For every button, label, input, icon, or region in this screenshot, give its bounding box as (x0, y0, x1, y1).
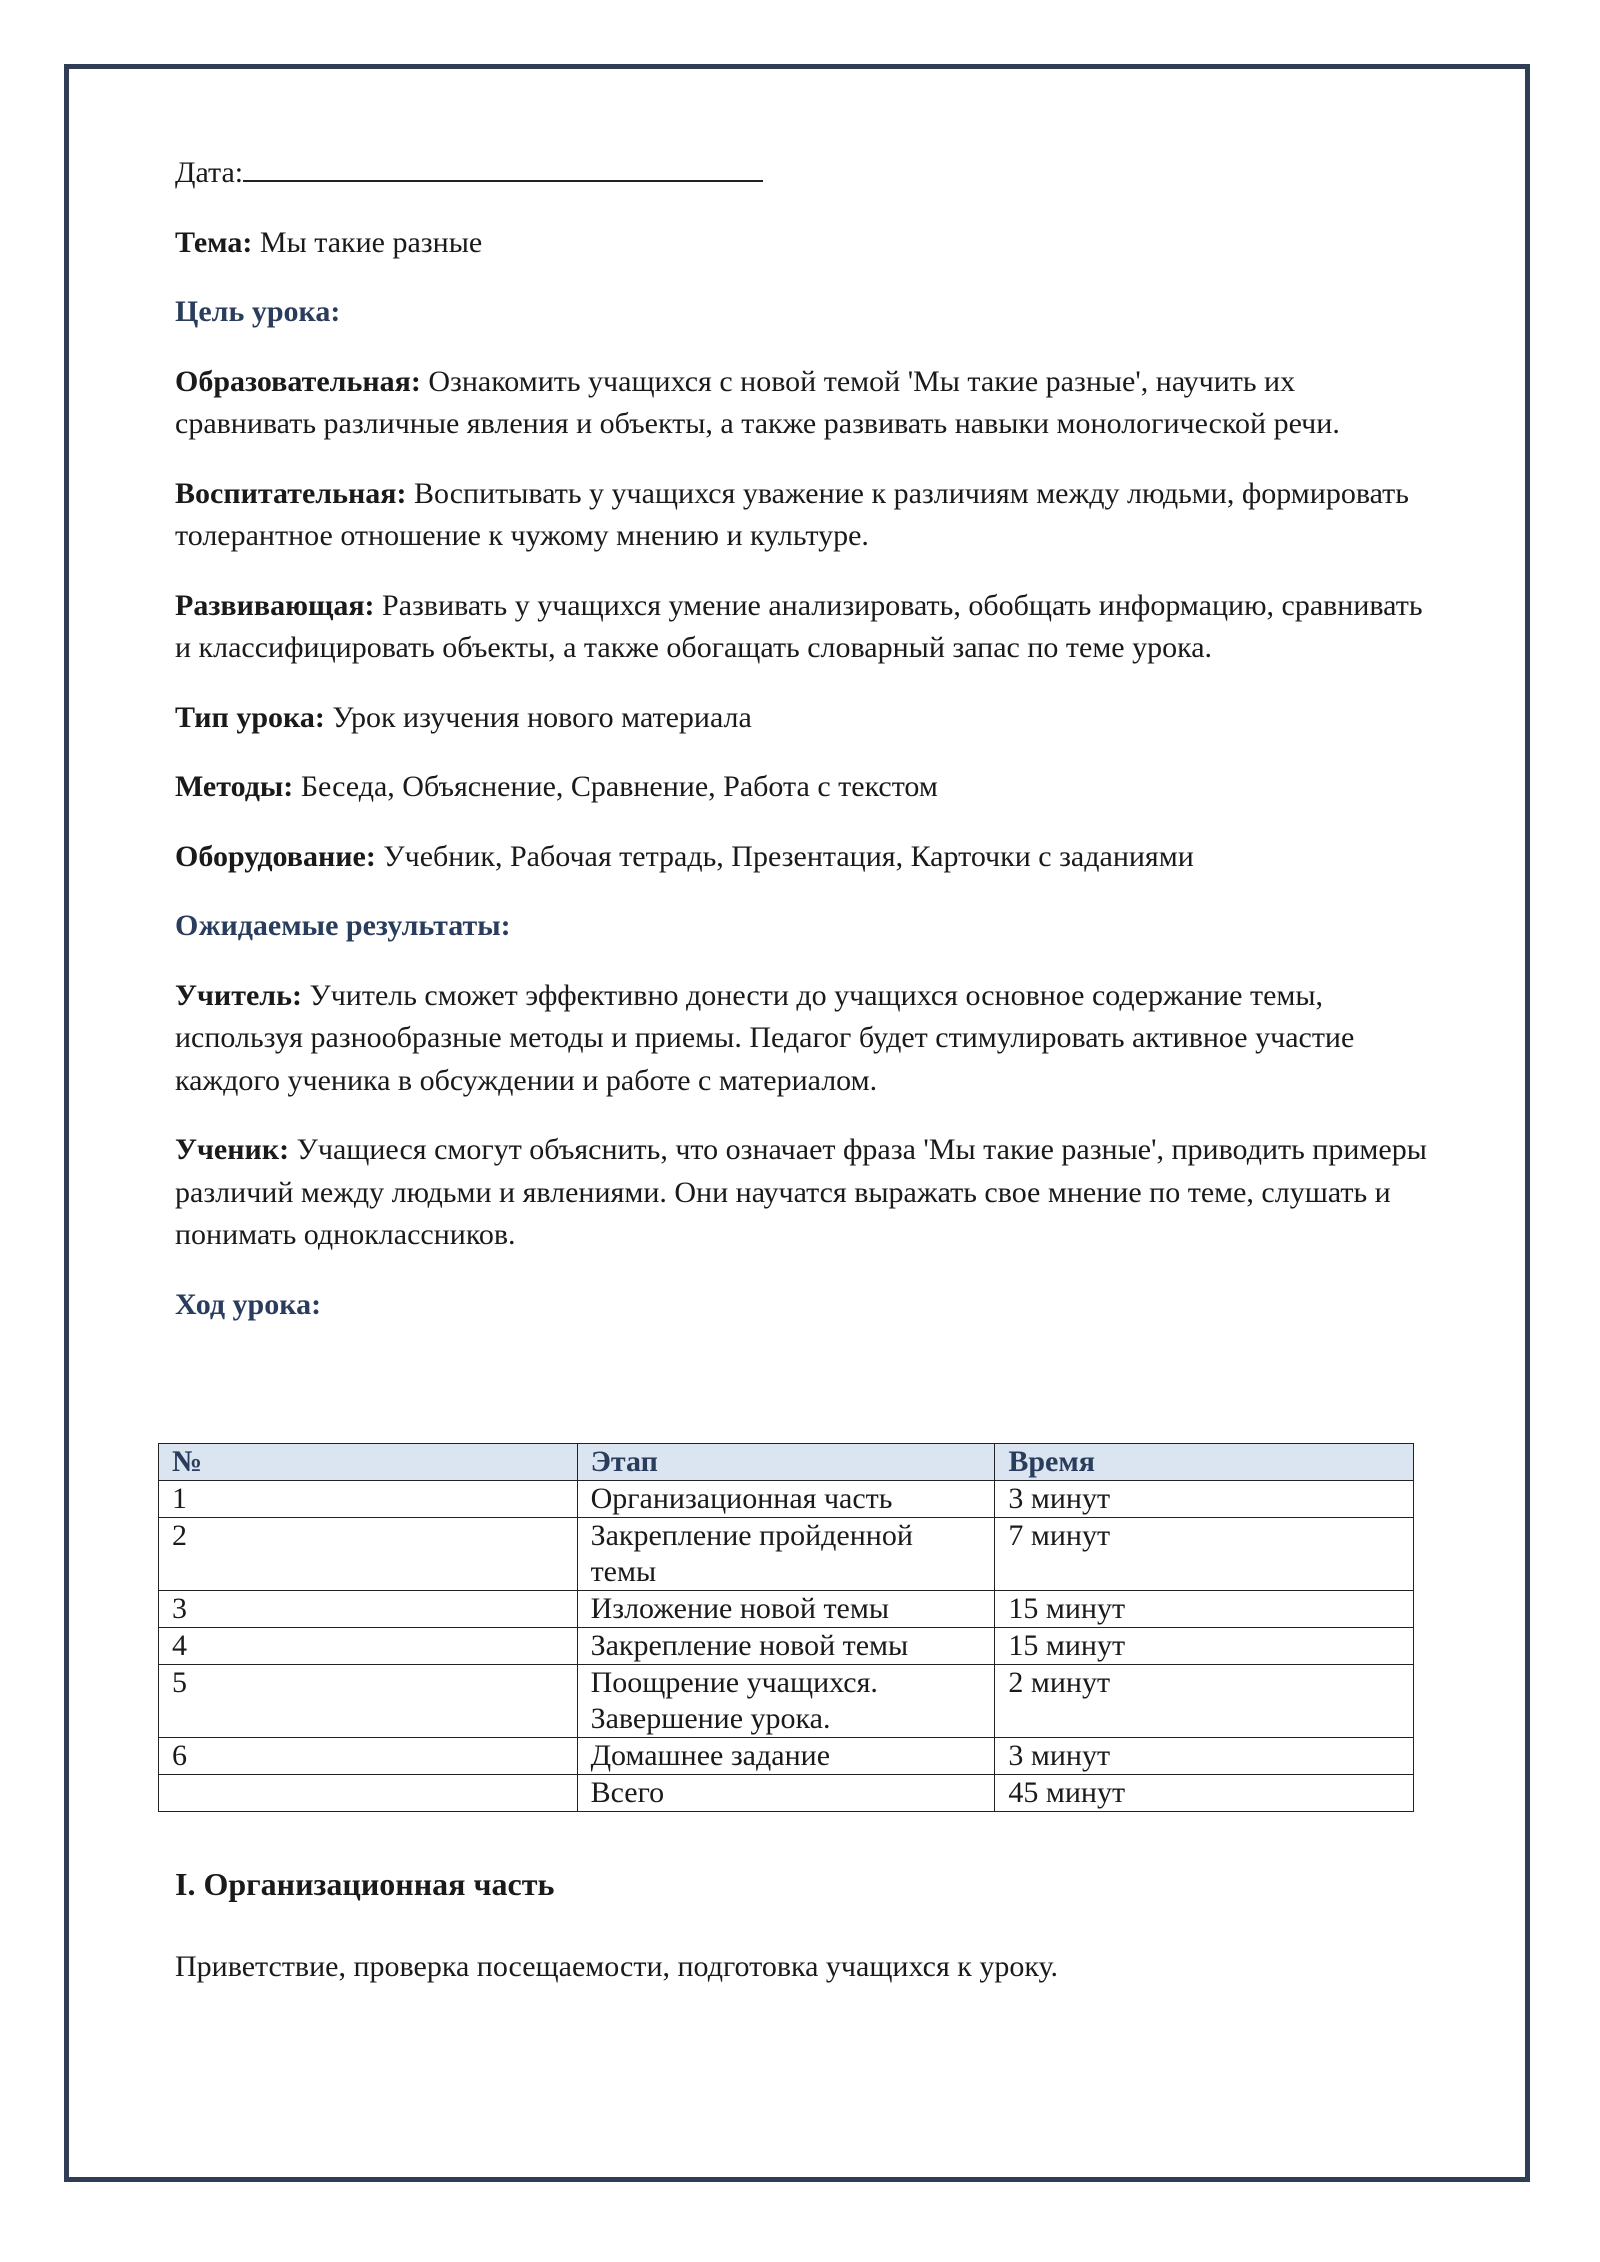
section-text: Приветствие, проверка посещаемости, подготовка учащихся к уроку. (175, 1950, 1058, 1983)
lesson-plan-table (158, 1443, 1414, 1812)
cell-time: 7 минут (995, 1518, 1414, 1591)
table-row (159, 1628, 1414, 1665)
result-text: Учащиеся смогут объяснить, что означает фраза 'Мы такие разные', приводить примеры различий между людьми и явлениями. Они научатся выражать свое мнение по теме, слушать и понимать одноклассников. (175, 1133, 1427, 1251)
topic (175, 222, 1435, 265)
cell-stage: Изложение новой темы (577, 1591, 995, 1628)
goal-text: Развивать у учащихся умение анализировать, обобщать информацию, сравнивать и классифицировать объекты, а также обогащать словарный запас по теме урока. (175, 588, 1423, 664)
goal-educational (175, 361, 1435, 446)
cell-time: 15 минут (995, 1591, 1414, 1628)
methods (175, 766, 1435, 809)
cell-stage: Поощрение учащихся. Завершение урока. (577, 1665, 995, 1738)
date-line (175, 150, 1435, 195)
topic-text: Мы такие разные (259, 225, 483, 259)
table-row (159, 1738, 1414, 1775)
cell-stage: Организационная часть (577, 1481, 995, 1518)
cell-number: 1 (159, 1481, 578, 1518)
lesson-type-text: Урок изучения нового материала (332, 700, 752, 734)
result-label: Учитель: (175, 978, 302, 1012)
results-heading: Ожидаемые результаты: (175, 909, 511, 942)
cell-stage: Домашнее задание (577, 1738, 995, 1775)
lesson-type (175, 697, 1435, 740)
header-stage: Этап (577, 1444, 995, 1481)
cell-time: 15 минут (995, 1628, 1414, 1665)
goal-upbringing (175, 473, 1435, 558)
section-organizational (175, 1862, 1435, 1989)
header-number: № (159, 1444, 578, 1481)
cell-number: 2 (159, 1518, 578, 1591)
section-title: I. Организационная часть (175, 1866, 555, 1902)
goal-label: Развивающая: (175, 588, 375, 622)
table-total-row (159, 1775, 1414, 1812)
lesson-type-label: Тип урока: (175, 700, 325, 734)
equipment-label: Оборудование: (175, 839, 376, 873)
goal-developmental (175, 585, 1435, 670)
result-text: Учитель сможет эффективно донести до учащихся основное содержание темы, используя разнообразные методы и приемы. Педагог будет стимулировать активное участие каждого ученика в обсуждении и работе с материалом. (175, 978, 1355, 1097)
cell-number: 5 (159, 1665, 578, 1738)
date-label: Дата: (175, 156, 244, 189)
table-row (159, 1665, 1414, 1738)
methods-label: Методы: (175, 770, 294, 803)
result-student (175, 1129, 1435, 1257)
topic-label: Тема: (175, 225, 253, 259)
header-time: Время (995, 1444, 1414, 1481)
cell-stage: Закрепление новой темы (577, 1628, 995, 1665)
table-row (159, 1518, 1414, 1591)
cell-number: 4 (159, 1628, 578, 1665)
cell-number: 3 (159, 1591, 578, 1628)
result-teacher (175, 975, 1435, 1103)
methods-text: Беседа, Объяснение, Сравнение, Работа с текстом (300, 770, 938, 803)
goal-text: Ознакомить учащихся с новой темой 'Мы такие разные', научить их сравнивать различные явления и объекты, а также развивать навыки монологической речи. (175, 364, 1340, 440)
cell-time: 2 минут (995, 1665, 1414, 1738)
goal-label: Образовательная: (175, 364, 421, 398)
progress-heading: Ход урока: (175, 1287, 322, 1321)
equipment-text: Учебник, Рабочая тетрадь, Презентация, Карточки с заданиями (383, 839, 1194, 873)
date-blank-field[interactable] (243, 150, 763, 182)
cell-stage: Закрепление пройденной темы (577, 1518, 995, 1591)
table-header-row (159, 1444, 1414, 1481)
total-label: Всего (577, 1775, 995, 1812)
equipment (175, 836, 1435, 879)
goal-label: Воспитательная: (175, 476, 407, 510)
cell-number (159, 1775, 578, 1812)
goal-heading: Цель урока: (175, 295, 341, 328)
cell-time: 3 минут (995, 1481, 1414, 1518)
table-row (159, 1481, 1414, 1518)
table-row (159, 1591, 1414, 1628)
total-time: 45 минут (995, 1775, 1414, 1812)
cell-number: 6 (159, 1738, 578, 1775)
goal-text: Воспитывать у учащихся уважение к различиям между людьми, формировать толерантное отношение к чужому мнению и культуре. (175, 476, 1409, 552)
document-body (175, 150, 1435, 1353)
cell-time: 3 минут (995, 1738, 1414, 1775)
result-label: Ученик: (175, 1133, 290, 1166)
